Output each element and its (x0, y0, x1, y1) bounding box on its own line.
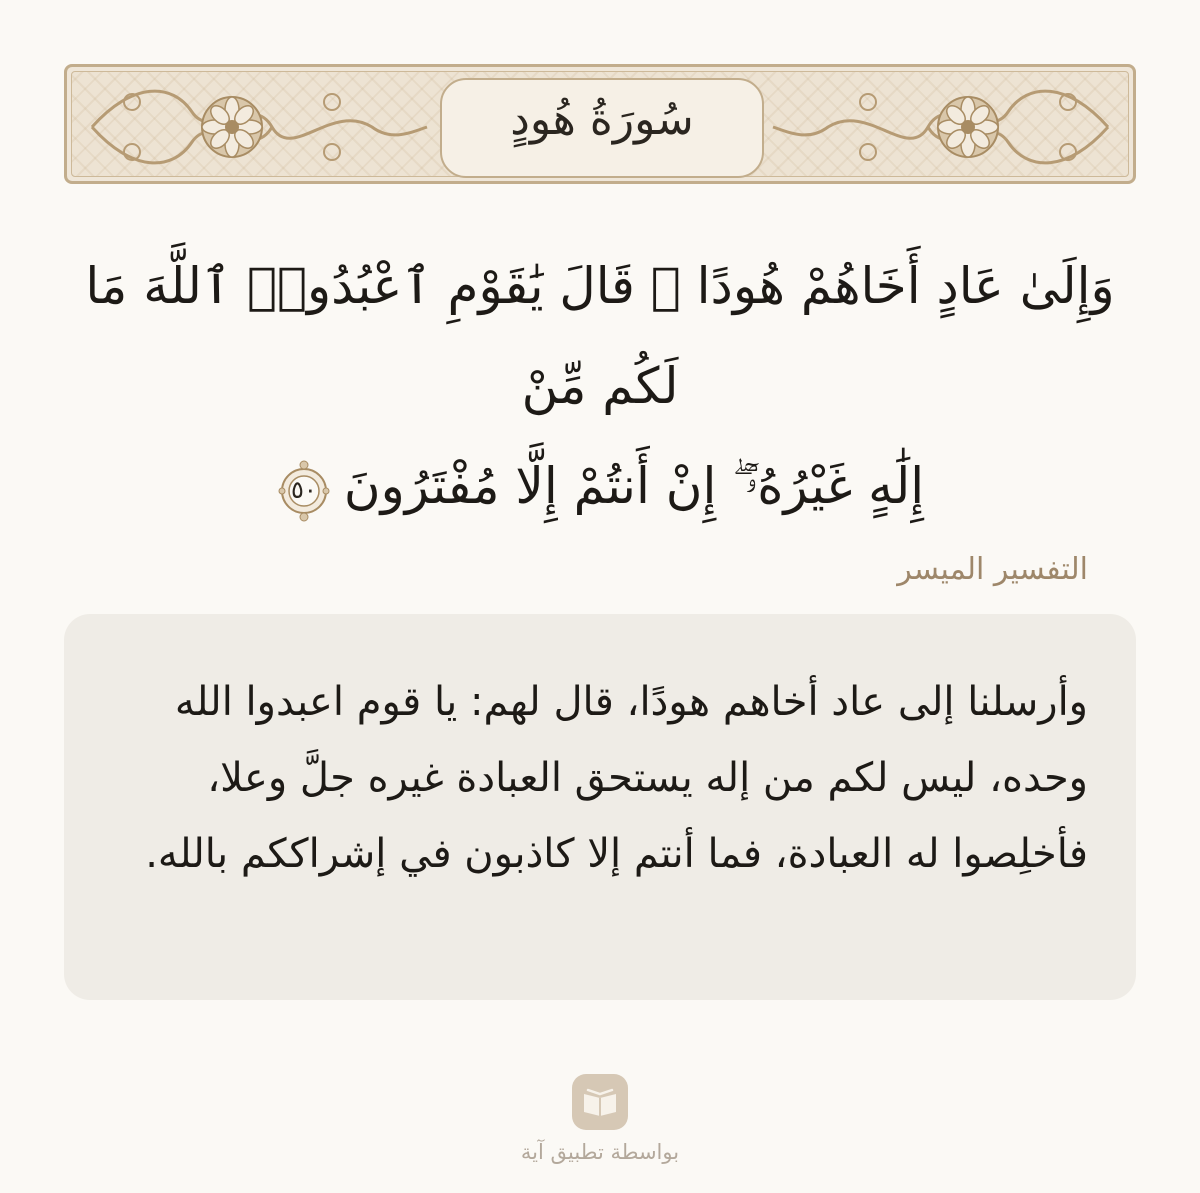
verse-line-1: وَإِلَىٰ عَادٍ أَخَاهُمْ هُودًا ۚ قَالَ يَٰقَوْمِ ٱعْبُدُوا۟ ٱللَّهَ مَا لَكُم مِّنْ (85, 257, 1115, 415)
verse-text (70, 236, 1130, 536)
surah-banner (64, 64, 1136, 184)
banner-pattern (71, 71, 1129, 177)
surah-name-cartouche (440, 78, 764, 178)
tafsir-title: التفسير الميسر (897, 552, 1088, 587)
ayah-number-marker (276, 457, 332, 523)
floral-ornament-left-icon (72, 72, 432, 182)
app-logo (572, 1074, 628, 1130)
ayah-number: ٥٠ (290, 476, 317, 504)
surah-name: سُورَةُ هُودٍ (510, 94, 694, 145)
footer-attribution: بواسطة تطبيق آية (520, 1140, 680, 1164)
quran-book-icon (572, 1074, 628, 1130)
verse-line-2-text: إِلَٰهٍ غَيْرُهُۥٓ ۖ إِنْ أَنتُمْ إِلَّا مُفْتَرُونَ (343, 457, 925, 515)
tafsir-card (64, 614, 1136, 1000)
floral-ornament-right-icon (768, 72, 1128, 182)
verse-line-2 (70, 436, 1130, 536)
tafsir-text: وأرسلنا إلى عاد أخاهم هودًا، قال لهم: يا قوم اعبدوا الله وحده، ليس لكم من إله يستحق العبادة غيره جلَّ وعلا، فأخلِصوا له العبادة، فما أنتم إلا كاذبون في إشراككم بالله. (145, 679, 1088, 877)
